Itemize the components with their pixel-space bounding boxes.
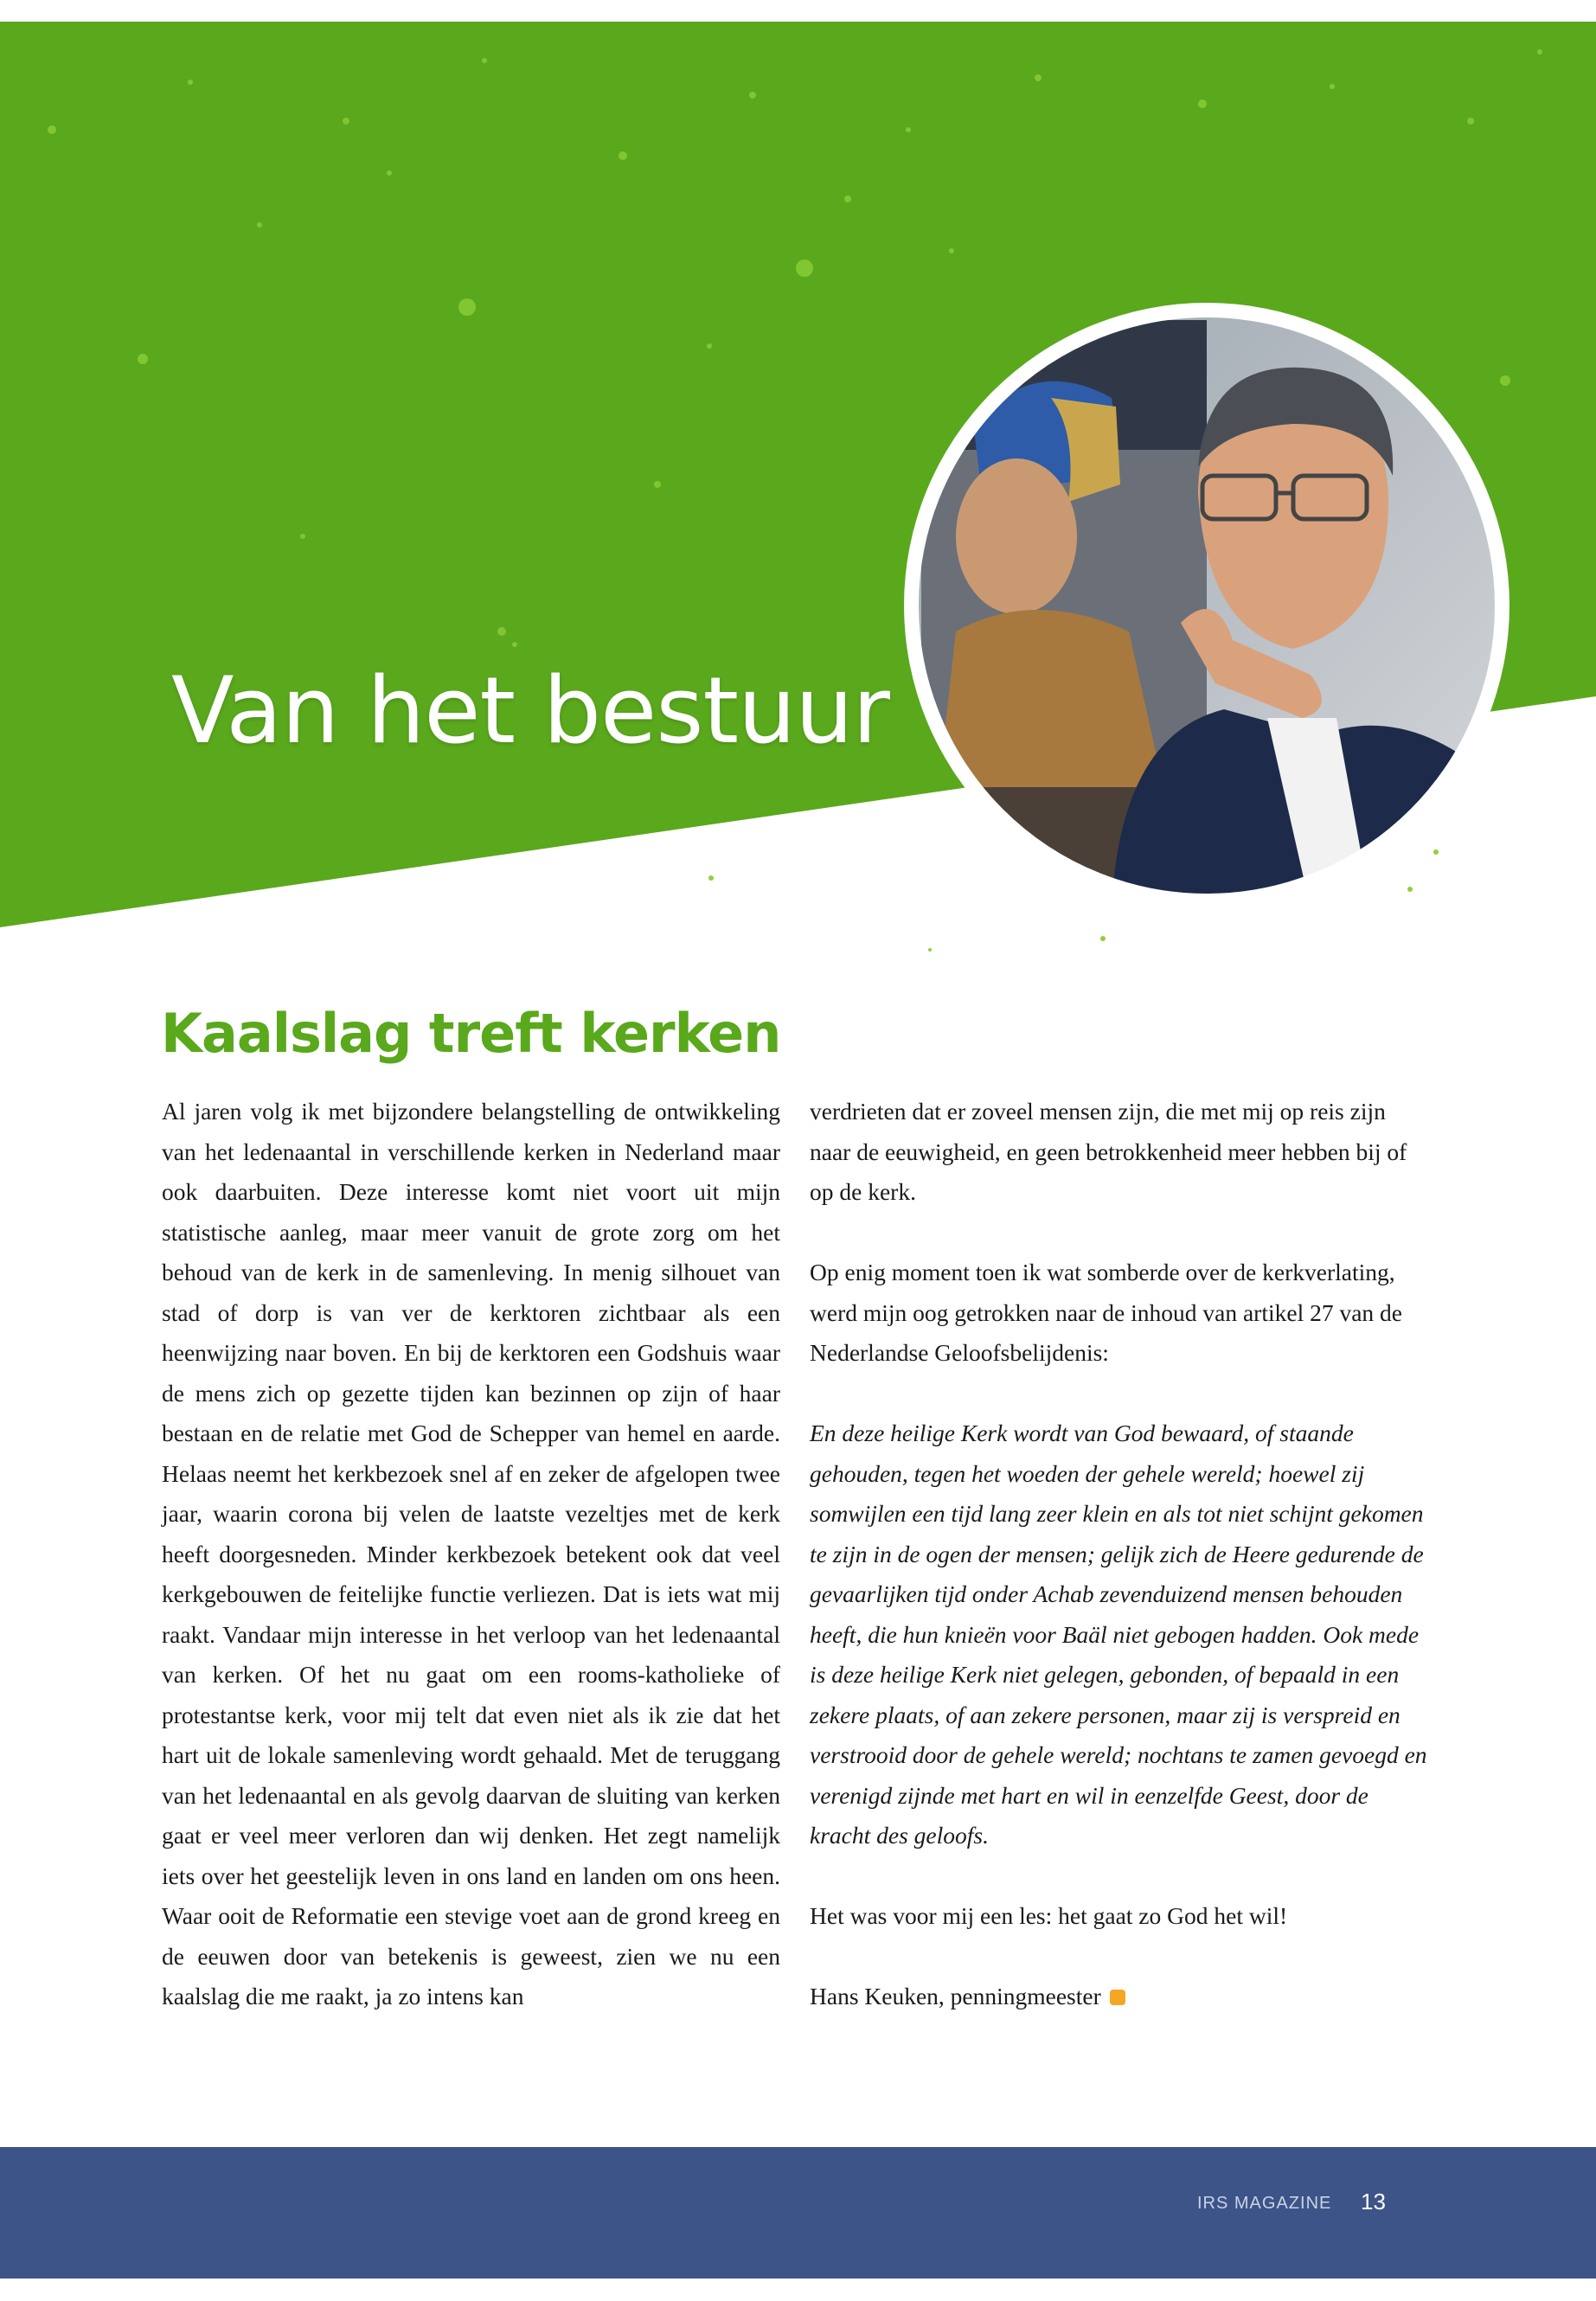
section-title: Van het bestuur xyxy=(171,657,889,764)
page-number: 13 xyxy=(1361,2189,1386,2214)
body-paragraph: Al jaren volg ik met bijzondere belangstelling de ontwikkeling van het ledenaantal in verschillende kerken in Nederland maar ook daarbuiten. Deze interesse komt niet voort uit mijn statistische aanleg, maar meer vanuit de grote zorg om het behoud van de kerk in de samenleving. In menig silhouet van stad of dorp is van ver de kerktoren zichtbaar als een heenwijzing naar boven. En bij de kerktoren een Godshuis waar de mens zich op gezette tijden kan bezinnen op zijn of haar bestaan en de relatie met God de Schepper van hemel en aarde. Helaas neemt het kerkbezoek snel af en zeker de afgelopen twee jaar, waarin corona bij velen de laatste vezeltjes met de kerk heeft doorgesneden. Minder kerkbezoek betekent ook dat veel kerkgebouwen de feitelijke functie verliezen. Dat is iets wat mij raakt. Vandaar mijn interesse in het verloop van het ledenaantal van kerken. Of het nu gaat om een rooms-katholieke of protestantse kerk, voor mij telt dat even niet als ik zie dat het hart uit de lokale samenleving wordt gehaald. Met de teruggang van het ledenaantal en als gevolg daarvan de sluiting van kerken gaat er veel meer verloren dan wij denken. Het zegt namelijk iets over het geestelijk leven in ons land en landen om ons heen. Waar ooit de Reformatie een stevige voet aan de grond kreeg en de eeuwen door van betekenis is geweest, zien we nu een kaalslag die me raakt, ja zo intens kan xyxy=(162,1098,780,2009)
creed-quote: En deze heilige Kerk wordt van God bewaard, of staande gehouden, tegen het woeden der gehele wereld; hoewel zij somwijlen een tijd lang zeer klein en als tot niet schijnt gekomen te zijn in de ogen der mensen; gelijk zich de Heere gedurende de gevaarlijken tijd onder Achab zevenduizend mensen behouden heeft, die hun knieën voor Baäl niet gebogen hadden. Ook mede is deze heilige Kerk niet gelegen, gebonden, of bepaald in een zekere plaats, of aan zekere personen, maar zij is verspreid en verstrooid door de gehele wereld; nochtans te zamen gevoegd en verenigd zijnde met hart en wil in eenzelfde Geest, door de kracht des geloofs. xyxy=(810,1420,1427,1849)
end-of-article-icon xyxy=(1110,1990,1125,2005)
author-photo xyxy=(904,303,1509,908)
signature-line xyxy=(810,1977,1433,2017)
magazine-name: IRS MAGAZINE xyxy=(1197,2194,1332,2213)
article-left-column xyxy=(162,1092,780,2017)
body-paragraph: Op enig moment toen ik wat somberde over de kerkverlating, werd mijn oog getrokken naar de inhoud van artikel 27 van de Nederlandse Geloofsbelijdenis: xyxy=(810,1259,1403,1366)
article-right-column xyxy=(810,1092,1433,2017)
footer-bar xyxy=(0,2147,1596,2279)
signature: Hans Keuken, penningmeester xyxy=(810,1983,1101,2009)
conclusion-paragraph: Het was voor mij een les: het gaat zo God het wil! xyxy=(810,1902,1288,1929)
article-heading: Kaalslag treft kerken xyxy=(161,1002,781,1065)
body-paragraph: verdrieten dat er zoveel mensen zijn, die met mij op reis zijn naar de eeuwigheid, en geen betrokkenheid meer hebben bij of op de kerk. xyxy=(810,1098,1407,1205)
